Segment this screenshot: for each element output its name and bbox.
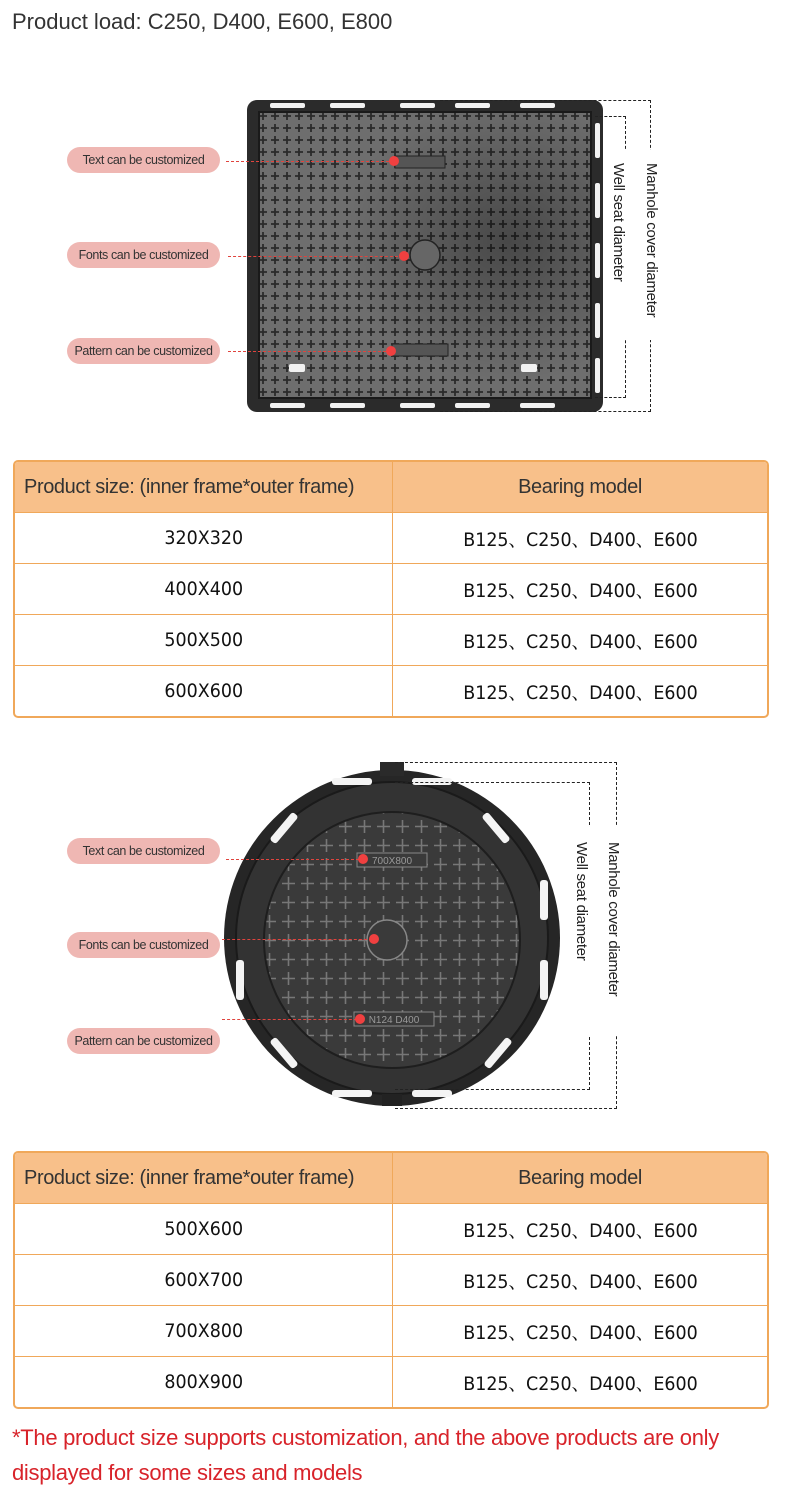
callout-pattern-customized	[67, 1028, 220, 1054]
model-cell: B125、C250、D400、E600	[462, 528, 698, 551]
callout-label: Text can be customized	[82, 844, 205, 858]
leader-line	[226, 859, 364, 860]
leader-line	[222, 1019, 362, 1020]
round-cover-spec-table	[13, 1151, 769, 1409]
dimension-line-inner	[395, 782, 590, 1090]
callout-dot	[355, 1014, 365, 1024]
callout-label: Text can be customized	[82, 153, 205, 167]
table-row	[15, 1356, 767, 1407]
model-cell: B125、C250、D400、E600	[462, 1219, 698, 1242]
manhole-cover-diameter-label: Manhole cover diameter	[643, 163, 660, 318]
callout-label: Pattern can be customized	[74, 1034, 213, 1048]
model-cell: B125、C250、D400、E600	[462, 681, 698, 704]
size-cell: 400X400	[164, 578, 243, 600]
size-cell: 500X500	[164, 629, 243, 651]
plate-text-bottom: N124 D400	[368, 1015, 420, 1026]
callout-label: Pattern can be customized	[74, 344, 213, 358]
well-seat-diameter-label: Well seat diameter	[573, 842, 590, 961]
size-cell: 700X800	[164, 1320, 243, 1342]
size-cell: 320X320	[164, 527, 243, 549]
model-cell: B125、C250、D400、E600	[462, 579, 698, 602]
table-header-row	[15, 1153, 767, 1203]
leader-line	[222, 939, 372, 940]
callout-dot	[369, 934, 379, 944]
size-cell: 600X700	[164, 1269, 243, 1291]
header-product-size: Product size: (inner frame*outer frame)	[15, 462, 393, 512]
table-row	[15, 1305, 767, 1356]
plate-text-top: 700X800	[371, 856, 413, 867]
size-cell: 800X900	[164, 1371, 243, 1393]
model-cell: B125、C250、D400、E600	[462, 1372, 698, 1395]
page-title: Product load: C250, D400, E600, E800	[12, 9, 393, 34]
callout-label: Fonts can be customized	[78, 938, 209, 952]
header-product-size: Product size: (inner frame*outer frame)	[15, 1153, 393, 1203]
model-cell: B125、C250、D400、E600	[462, 630, 698, 653]
size-cell: 600X600	[164, 680, 243, 702]
callout-text-customized	[67, 838, 220, 864]
table-row	[15, 1203, 767, 1254]
well-seat-diameter-label: Well seat diameter	[610, 163, 627, 282]
model-cell: B125、C250、D400、E600	[462, 1321, 698, 1344]
header-bearing-model: Bearing model	[518, 1166, 642, 1189]
table-row	[15, 1254, 767, 1305]
callout-label: Fonts can be customized	[78, 248, 209, 262]
callout-dot	[358, 854, 368, 864]
header-bearing-model: Bearing model	[518, 475, 642, 498]
customization-note: *The product size supports customization, and the above products are only displayed for some sizes and models	[12, 1425, 719, 1485]
size-cell: 500X600	[164, 1218, 243, 1240]
manhole-cover-diameter-label: Manhole cover diameter	[605, 842, 622, 997]
callout-fonts-customized	[67, 932, 220, 958]
model-cell: B125、C250、D400、E600	[462, 1270, 698, 1293]
